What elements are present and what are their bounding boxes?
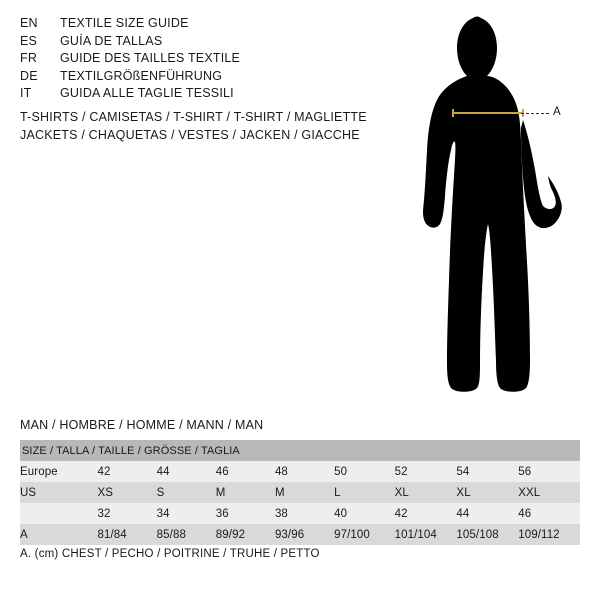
- cell: 42: [98, 461, 157, 482]
- cell: 56: [518, 461, 580, 482]
- cell: 36: [216, 503, 275, 524]
- language-row: [20, 69, 360, 87]
- language-row: [20, 16, 360, 34]
- cell: 48: [275, 461, 334, 482]
- callout-leader-line: [521, 113, 549, 115]
- cell: XXL: [518, 482, 580, 503]
- cell: XL: [456, 482, 518, 503]
- body-silhouette-figure: [395, 10, 585, 400]
- footnote: A. (cm) CHEST / PECHO / POITRINE / TRUHE / PETTO: [20, 548, 320, 560]
- cell: XL: [395, 482, 457, 503]
- table-row: [20, 524, 580, 545]
- row-label: US: [20, 482, 98, 503]
- cell: 54: [456, 461, 518, 482]
- table-header-label: SIZE / TALLA / TAILLE / GRÖSSE / TAGLIA: [20, 440, 580, 461]
- man-silhouette-icon: [395, 10, 585, 400]
- language-list: [20, 16, 360, 104]
- language-text: TEXTILGRÖßENFÜHRUNG: [60, 68, 223, 83]
- callout-label-a: A: [553, 106, 561, 118]
- cell: L: [334, 482, 395, 503]
- size-table: [20, 440, 580, 545]
- language-code: ES: [20, 33, 38, 48]
- cell: 42: [395, 503, 457, 524]
- row-label: A: [20, 524, 98, 545]
- cell: 38: [275, 503, 334, 524]
- language-text: TEXTILE SIZE GUIDE: [60, 16, 189, 30]
- language-row: [20, 51, 360, 69]
- row-label: [20, 503, 98, 524]
- cell: M: [275, 482, 334, 503]
- cell: 34: [157, 503, 216, 524]
- cell: S: [157, 482, 216, 503]
- cell: 32: [98, 503, 157, 524]
- table-caption: MAN / HOMBRE / HOMME / MANN / MAN: [20, 418, 264, 432]
- table-row: [20, 503, 580, 524]
- cell: 44: [456, 503, 518, 524]
- row-label: Europe: [20, 461, 98, 482]
- cell: 109/112: [518, 524, 580, 545]
- cell: 46: [216, 461, 275, 482]
- cell: 97/100: [334, 524, 395, 545]
- cell: 46: [518, 503, 580, 524]
- cell: 44: [157, 461, 216, 482]
- cell: 105/108: [456, 524, 518, 545]
- cell: 101/104: [395, 524, 457, 545]
- cell: 85/88: [157, 524, 216, 545]
- category-jackets: JACKETS / CHAQUETAS / VESTES / JACKEN / GIACCHE: [20, 128, 360, 142]
- table-row: [20, 461, 580, 482]
- language-row: [20, 34, 360, 52]
- cell: 40: [334, 503, 395, 524]
- cell: 89/92: [216, 524, 275, 545]
- language-text: GUIDE DES TAILLES TEXTILE: [60, 51, 241, 65]
- language-text: GUÍA DE TALLAS: [60, 33, 163, 48]
- cell: 81/84: [98, 524, 157, 545]
- cell: 93/96: [275, 524, 334, 545]
- language-code: DE: [20, 68, 38, 83]
- cell: M: [216, 482, 275, 503]
- cell: XS: [98, 482, 157, 503]
- language-code: IT: [20, 86, 32, 100]
- language-text: GUIDA ALLE TAGLIE TESSILI: [60, 86, 234, 100]
- cell: 50: [334, 461, 395, 482]
- language-code: FR: [20, 51, 38, 65]
- table-header-row: [20, 440, 580, 461]
- garment-categories: [20, 110, 420, 146]
- table-row: [20, 482, 580, 503]
- category-tshirts: T-SHIRTS / CAMISETAS / T-SHIRT / T-SHIRT / MAGLIETTE: [20, 110, 367, 124]
- language-row: [20, 86, 360, 104]
- cell: 52: [395, 461, 457, 482]
- language-code: EN: [20, 16, 38, 30]
